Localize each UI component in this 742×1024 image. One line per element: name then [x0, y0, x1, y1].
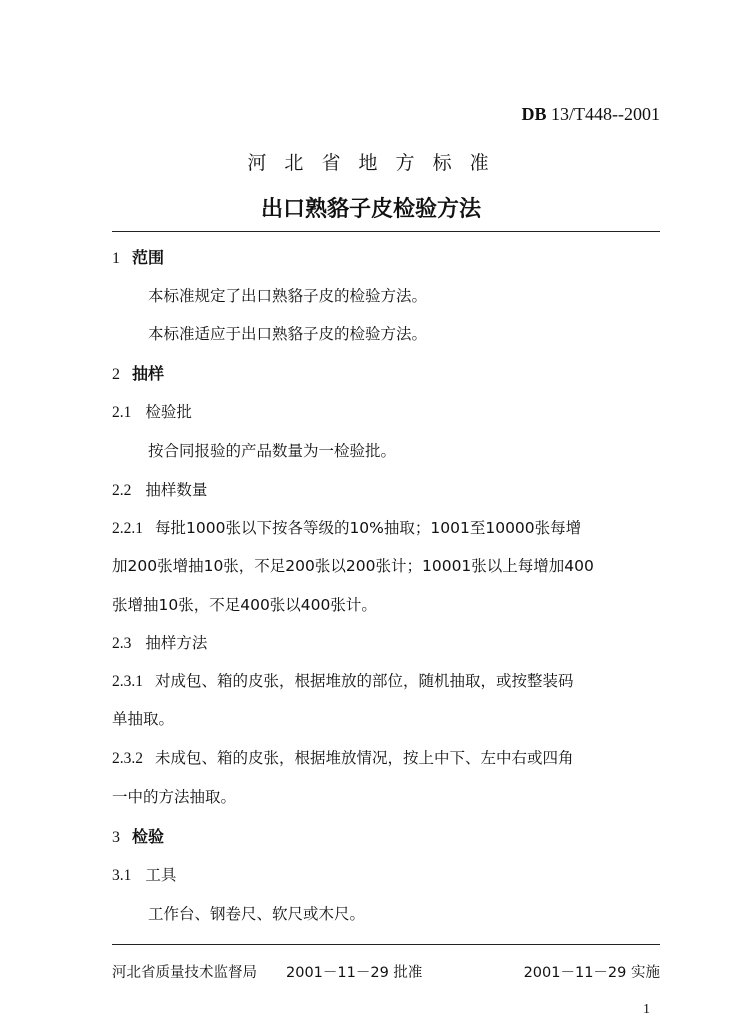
section-2-1-paragraph: 按合同报验的产品数量为一检验批。 [148, 442, 397, 460]
section-3-1-heading [112, 863, 176, 885]
section-2-3-2-line-2: 一中的方法抽取。 [112, 788, 237, 806]
standard-number: DB 13/T448--2001 [521, 104, 660, 124]
section-number: 2.3.1 [112, 673, 143, 690]
page-number: 1 [643, 1002, 650, 1017]
section-2-2-1-line-2: 加200张增抽10张，不足200张以200张计；10001张以上每增加400 [112, 557, 594, 575]
section-number: 3.1 [112, 867, 132, 884]
section-number: 2.1 [112, 404, 132, 421]
section-number: 2.3 [112, 635, 132, 652]
section-number: 3 [112, 829, 120, 846]
paragraph-text: 对成包、箱的皮张，根据堆放的部位，随机抽取，或按整装码 [155, 672, 574, 690]
header-divider [112, 231, 660, 232]
section-title: 抽样数量 [145, 481, 208, 499]
section-2-2-heading [112, 478, 207, 500]
section-2-3-1-line-2: 单抽取。 [112, 710, 175, 728]
section-1-heading [112, 245, 164, 268]
footer-approve-date: 2001－11－29 批准 [286, 965, 423, 981]
section-title: 检验批 [145, 403, 192, 421]
section-2-heading [112, 361, 164, 384]
section-2-2-1-line-1 [112, 516, 660, 538]
footer-implement-date: 2001－11－29 实施 [523, 965, 660, 981]
standard-number-value: 13/T448--2001 [551, 104, 660, 124]
section-number: 2.2 [112, 482, 132, 499]
section-number: 2 [112, 366, 120, 383]
section-title: 范围 [132, 248, 165, 267]
section-2-3-heading [112, 631, 207, 653]
section-number: 2.2.1 [112, 520, 143, 537]
standard-category: 河 北 省 地 方 标 准 [247, 152, 495, 174]
section-2-3-2-line-1 [112, 746, 660, 768]
section-title: 检验 [132, 827, 165, 846]
footer-divider [112, 944, 660, 945]
section-1-paragraph-1: 本标准规定了出口熟貉子皮的检验方法。 [148, 287, 428, 305]
section-title: 抽样 [132, 364, 165, 383]
section-2-3-1-line-1 [112, 669, 660, 691]
paragraph-text: 每批1000张以下按各等级的10%抽取；1001至10000张每增 [155, 519, 582, 537]
section-3-heading [112, 824, 164, 847]
footer-issuer: 河北省质量技术监督局 [112, 965, 257, 981]
document-title: 出口熟貉子皮检验方法 [260, 197, 481, 222]
section-2-1-heading [112, 400, 192, 422]
paragraph-text: 未成包、箱的皮张，根据堆放情况，按上中下、左中右或四角 [155, 749, 574, 767]
section-number: 2.3.2 [112, 750, 143, 767]
section-number: 1 [112, 250, 120, 267]
section-title: 工具 [145, 866, 177, 884]
section-3-1-paragraph: 工作台、钢卷尺、软尺或木尺。 [148, 905, 366, 923]
section-1-paragraph-2: 本标准适应于出口熟貉子皮的检验方法。 [148, 325, 428, 343]
section-2-2-1-line-3: 张增抽10张，不足400张以400张计。 [112, 596, 377, 614]
section-title: 抽样方法 [145, 634, 208, 652]
